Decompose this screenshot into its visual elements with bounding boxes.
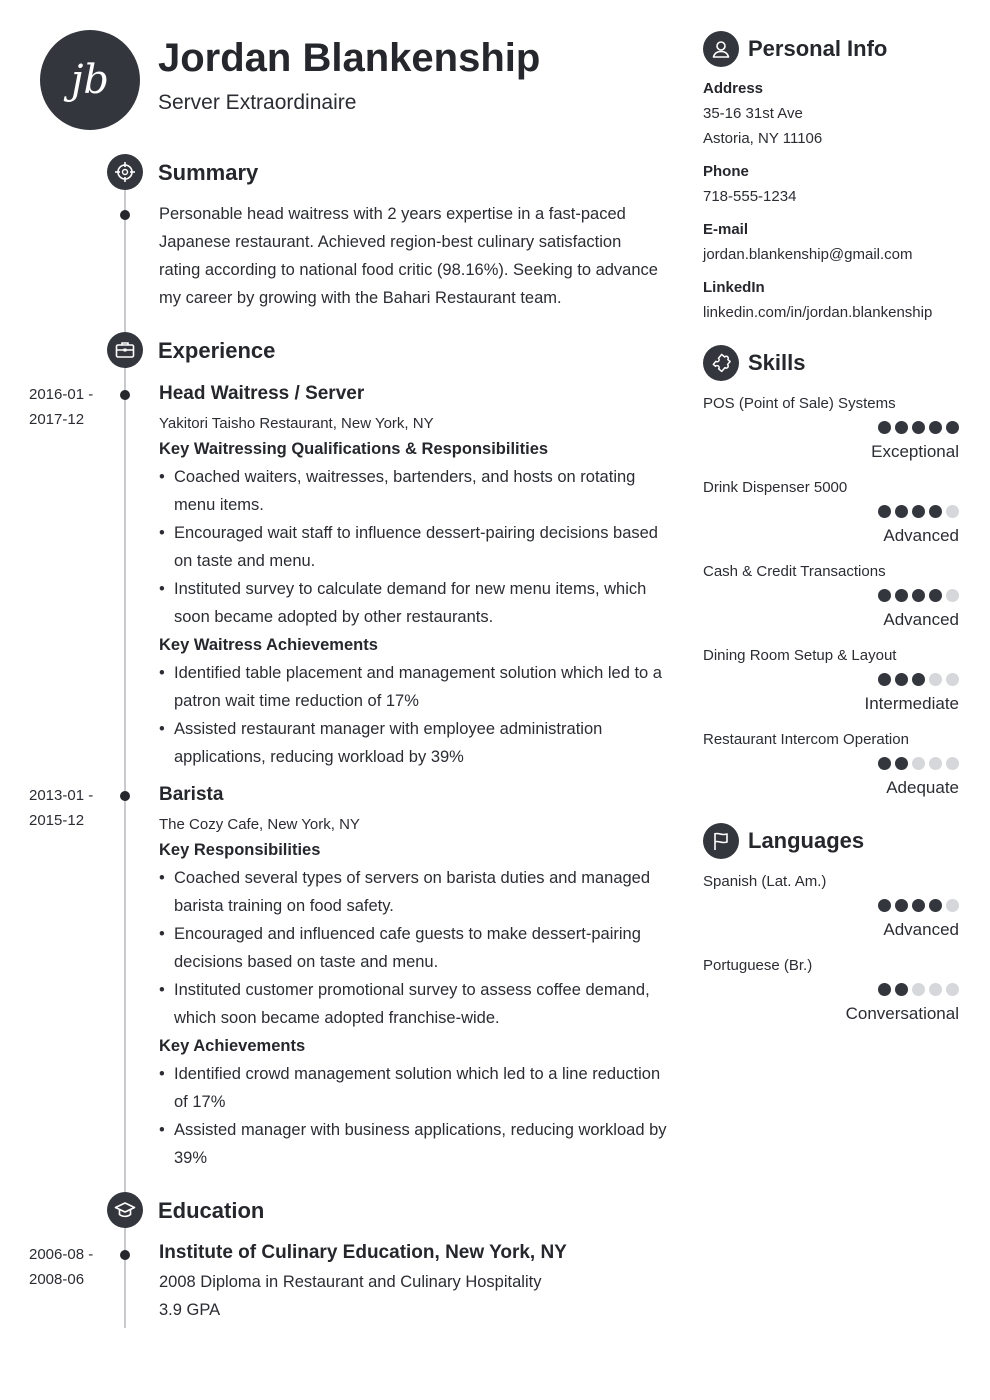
- job-subheading: Key Waitress Achievements: [159, 636, 378, 654]
- skill-name: Dining Room Setup & Layout: [703, 647, 897, 664]
- candidate-name: Jordan Blankenship: [158, 36, 541, 80]
- rating-dot-filled: [929, 589, 942, 602]
- skill-level: Advanced: [883, 526, 959, 545]
- linkedin-value: linkedin.com/in/jordan.blankenship: [703, 304, 933, 321]
- job-subheading: Key Achievements: [159, 1037, 306, 1055]
- timeline-dot: [120, 210, 130, 220]
- list-item: • Encouraged and influenced cafe guests to make dessert-pairing decisions based on taste and menu.: [159, 920, 669, 976]
- job-bullets: [159, 1060, 669, 1172]
- avatar: [40, 30, 140, 130]
- rating-dot-filled: [895, 899, 908, 912]
- rating-dot-empty: [929, 673, 942, 686]
- timeline-dot: [120, 791, 130, 801]
- rating-dot-filled: [929, 505, 942, 518]
- phone-label: Phone: [703, 163, 749, 180]
- list-item: • Identified crowd management solution which led to a line reduction of 17%: [159, 1060, 669, 1116]
- email-value: jordan.blankenship@gmail.com: [703, 246, 913, 263]
- phone-value: 718-555-1234: [703, 188, 797, 205]
- job-bullets: [159, 659, 669, 771]
- target-icon: [107, 154, 143, 190]
- job-company: Yakitori Taisho Restaurant, New York, NY: [159, 415, 434, 432]
- skill-rating: [878, 589, 959, 602]
- rating-dot-filled: [912, 505, 925, 518]
- list-item: • Coached waiters, waitresses, bartenders, and hosts on rotating menu items.: [159, 463, 669, 519]
- skill-name: POS (Point of Sale) Systems: [703, 395, 896, 412]
- personal-info-heading: Personal Info: [748, 36, 888, 61]
- skill-level: Exceptional: [871, 442, 959, 461]
- school-name: Institute of Culinary Education, New York, NY: [159, 1242, 567, 1263]
- job-bullets: [159, 463, 669, 631]
- rating-dot-empty: [946, 589, 959, 602]
- skill-level: Intermediate: [864, 694, 959, 713]
- language-level: Advanced: [883, 920, 959, 939]
- rating-dot-filled: [895, 757, 908, 770]
- rating-dot-filled: [895, 589, 908, 602]
- skill-level: Advanced: [883, 610, 959, 629]
- rating-dot-empty: [929, 983, 942, 996]
- rating-dot-filled: [878, 983, 891, 996]
- briefcase-icon: [107, 332, 143, 368]
- user-icon: [703, 31, 739, 67]
- language-rating: [878, 899, 959, 912]
- rating-dot-filled: [878, 757, 891, 770]
- job-subheading: Key Responsibilities: [159, 841, 321, 859]
- summary-text: Personable head waitress with 2 years expertise in a fast-paced Japanese restaurant. Achieved region-best culinary satisfaction rating according to national food critic (98.16%). Seeking to advance my career by growing with the Bahari Restaurant team.: [159, 205, 658, 307]
- rating-dot-filled: [895, 421, 908, 434]
- list-item: • Instituted customer promotional survey to assess coffee demand, which soon became adopted franchise-wide.: [159, 976, 669, 1032]
- list-item: • Coached several types of servers on barista duties and managed barista training on food safety.: [159, 864, 669, 920]
- job-date-end: 2017-12: [29, 411, 85, 428]
- list-item: • Instituted survey to calculate demand for new menu items, which soon became adopted by other restaurants.: [159, 575, 669, 631]
- rating-dot-empty: [946, 505, 959, 518]
- job-title: Barista: [159, 784, 224, 805]
- language-rating: [878, 983, 959, 996]
- gpa: 3.9 GPA: [159, 1301, 221, 1319]
- rating-dot-filled: [895, 983, 908, 996]
- language-level: Conversational: [845, 1004, 959, 1023]
- timeline-dot: [120, 1250, 130, 1260]
- job-company: The Cozy Cafe, New York, NY: [159, 816, 360, 833]
- skills-heading: Skills: [748, 350, 806, 375]
- rating-dot-empty: [946, 899, 959, 912]
- rating-dot-filled: [895, 505, 908, 518]
- graduation-cap-icon: [107, 1192, 143, 1228]
- linkedin-label: LinkedIn: [703, 279, 765, 296]
- candidate-title: Server Extraordinaire: [158, 91, 357, 114]
- email-label: E-mail: [703, 221, 749, 238]
- rating-dot-empty: [912, 983, 925, 996]
- experience-heading: Experience: [158, 338, 276, 363]
- language-name: Spanish (Lat. Am.): [703, 873, 827, 890]
- rating-dot-filled: [929, 899, 942, 912]
- rating-dot-filled: [912, 673, 925, 686]
- address-line-1: 35-16 31st Ave: [703, 105, 803, 122]
- edu-date-end: 2008-06: [29, 1271, 85, 1288]
- flag-icon: [703, 823, 739, 859]
- list-item: • Identified table placement and management solution which led to a patron wait time reduction of 17%: [159, 659, 669, 715]
- list-item: • Assisted restaurant manager with employee administration applications, reducing workload by 39%: [159, 715, 669, 771]
- job-details: [159, 836, 669, 1172]
- skill-rating: [878, 505, 959, 518]
- rating-dot-empty: [912, 757, 925, 770]
- languages-heading: Languages: [748, 828, 865, 853]
- rating-dot-filled: [946, 421, 959, 434]
- job-date-end: 2015-12: [29, 812, 85, 829]
- rating-dot-filled: [912, 421, 925, 434]
- skill-level: Adequate: [886, 778, 959, 797]
- rating-dot-filled: [929, 421, 942, 434]
- rating-dot-filled: [912, 899, 925, 912]
- skill-name: Cash & Credit Transactions: [703, 563, 886, 580]
- edu-date-start: 2006-08 -: [29, 1246, 94, 1263]
- rating-dot-empty: [946, 983, 959, 996]
- rating-dot-filled: [878, 589, 891, 602]
- address-label: Address: [703, 80, 764, 97]
- degree: 2008 Diploma in Restaurant and Culinary Hospitality: [159, 1273, 542, 1291]
- list-item: • Encouraged wait staff to influence dessert-pairing decisions based on taste and menu.: [159, 519, 669, 575]
- job-subheading: Key Waitressing Qualifications & Responsibilities: [159, 440, 549, 458]
- job-date-start: 2016-01 -: [29, 386, 94, 403]
- address-line-2: Astoria, NY 11106: [703, 130, 823, 147]
- skill-rating: [878, 421, 959, 434]
- education-heading: Education: [158, 1198, 265, 1223]
- timeline-dot: [120, 390, 130, 400]
- language-name: Portuguese (Br.): [703, 957, 813, 974]
- skill-name: Restaurant Intercom Operation: [703, 731, 909, 748]
- puzzle-icon: [703, 345, 739, 381]
- job-date-start: 2013-01 -: [29, 787, 94, 804]
- job-title: Head Waitress / Server: [159, 383, 365, 404]
- rating-dot-filled: [878, 505, 891, 518]
- avatar-initials: jb: [70, 57, 109, 103]
- skill-name: Drink Dispenser 5000: [703, 479, 848, 496]
- rating-dot-filled: [878, 899, 891, 912]
- rating-dot-empty: [946, 757, 959, 770]
- rating-dot-filled: [878, 673, 891, 686]
- list-item: • Assisted manager with business applications, reducing workload by 39%: [159, 1116, 669, 1172]
- summary-heading: Summary: [158, 160, 259, 185]
- skill-rating: [878, 673, 959, 686]
- job-details: [159, 435, 669, 771]
- rating-dot-filled: [878, 421, 891, 434]
- skill-rating: [878, 757, 959, 770]
- job-bullets: [159, 864, 669, 1032]
- rating-dot-empty: [929, 757, 942, 770]
- rating-dot-filled: [912, 589, 925, 602]
- rating-dot-empty: [946, 673, 959, 686]
- rating-dot-filled: [895, 673, 908, 686]
